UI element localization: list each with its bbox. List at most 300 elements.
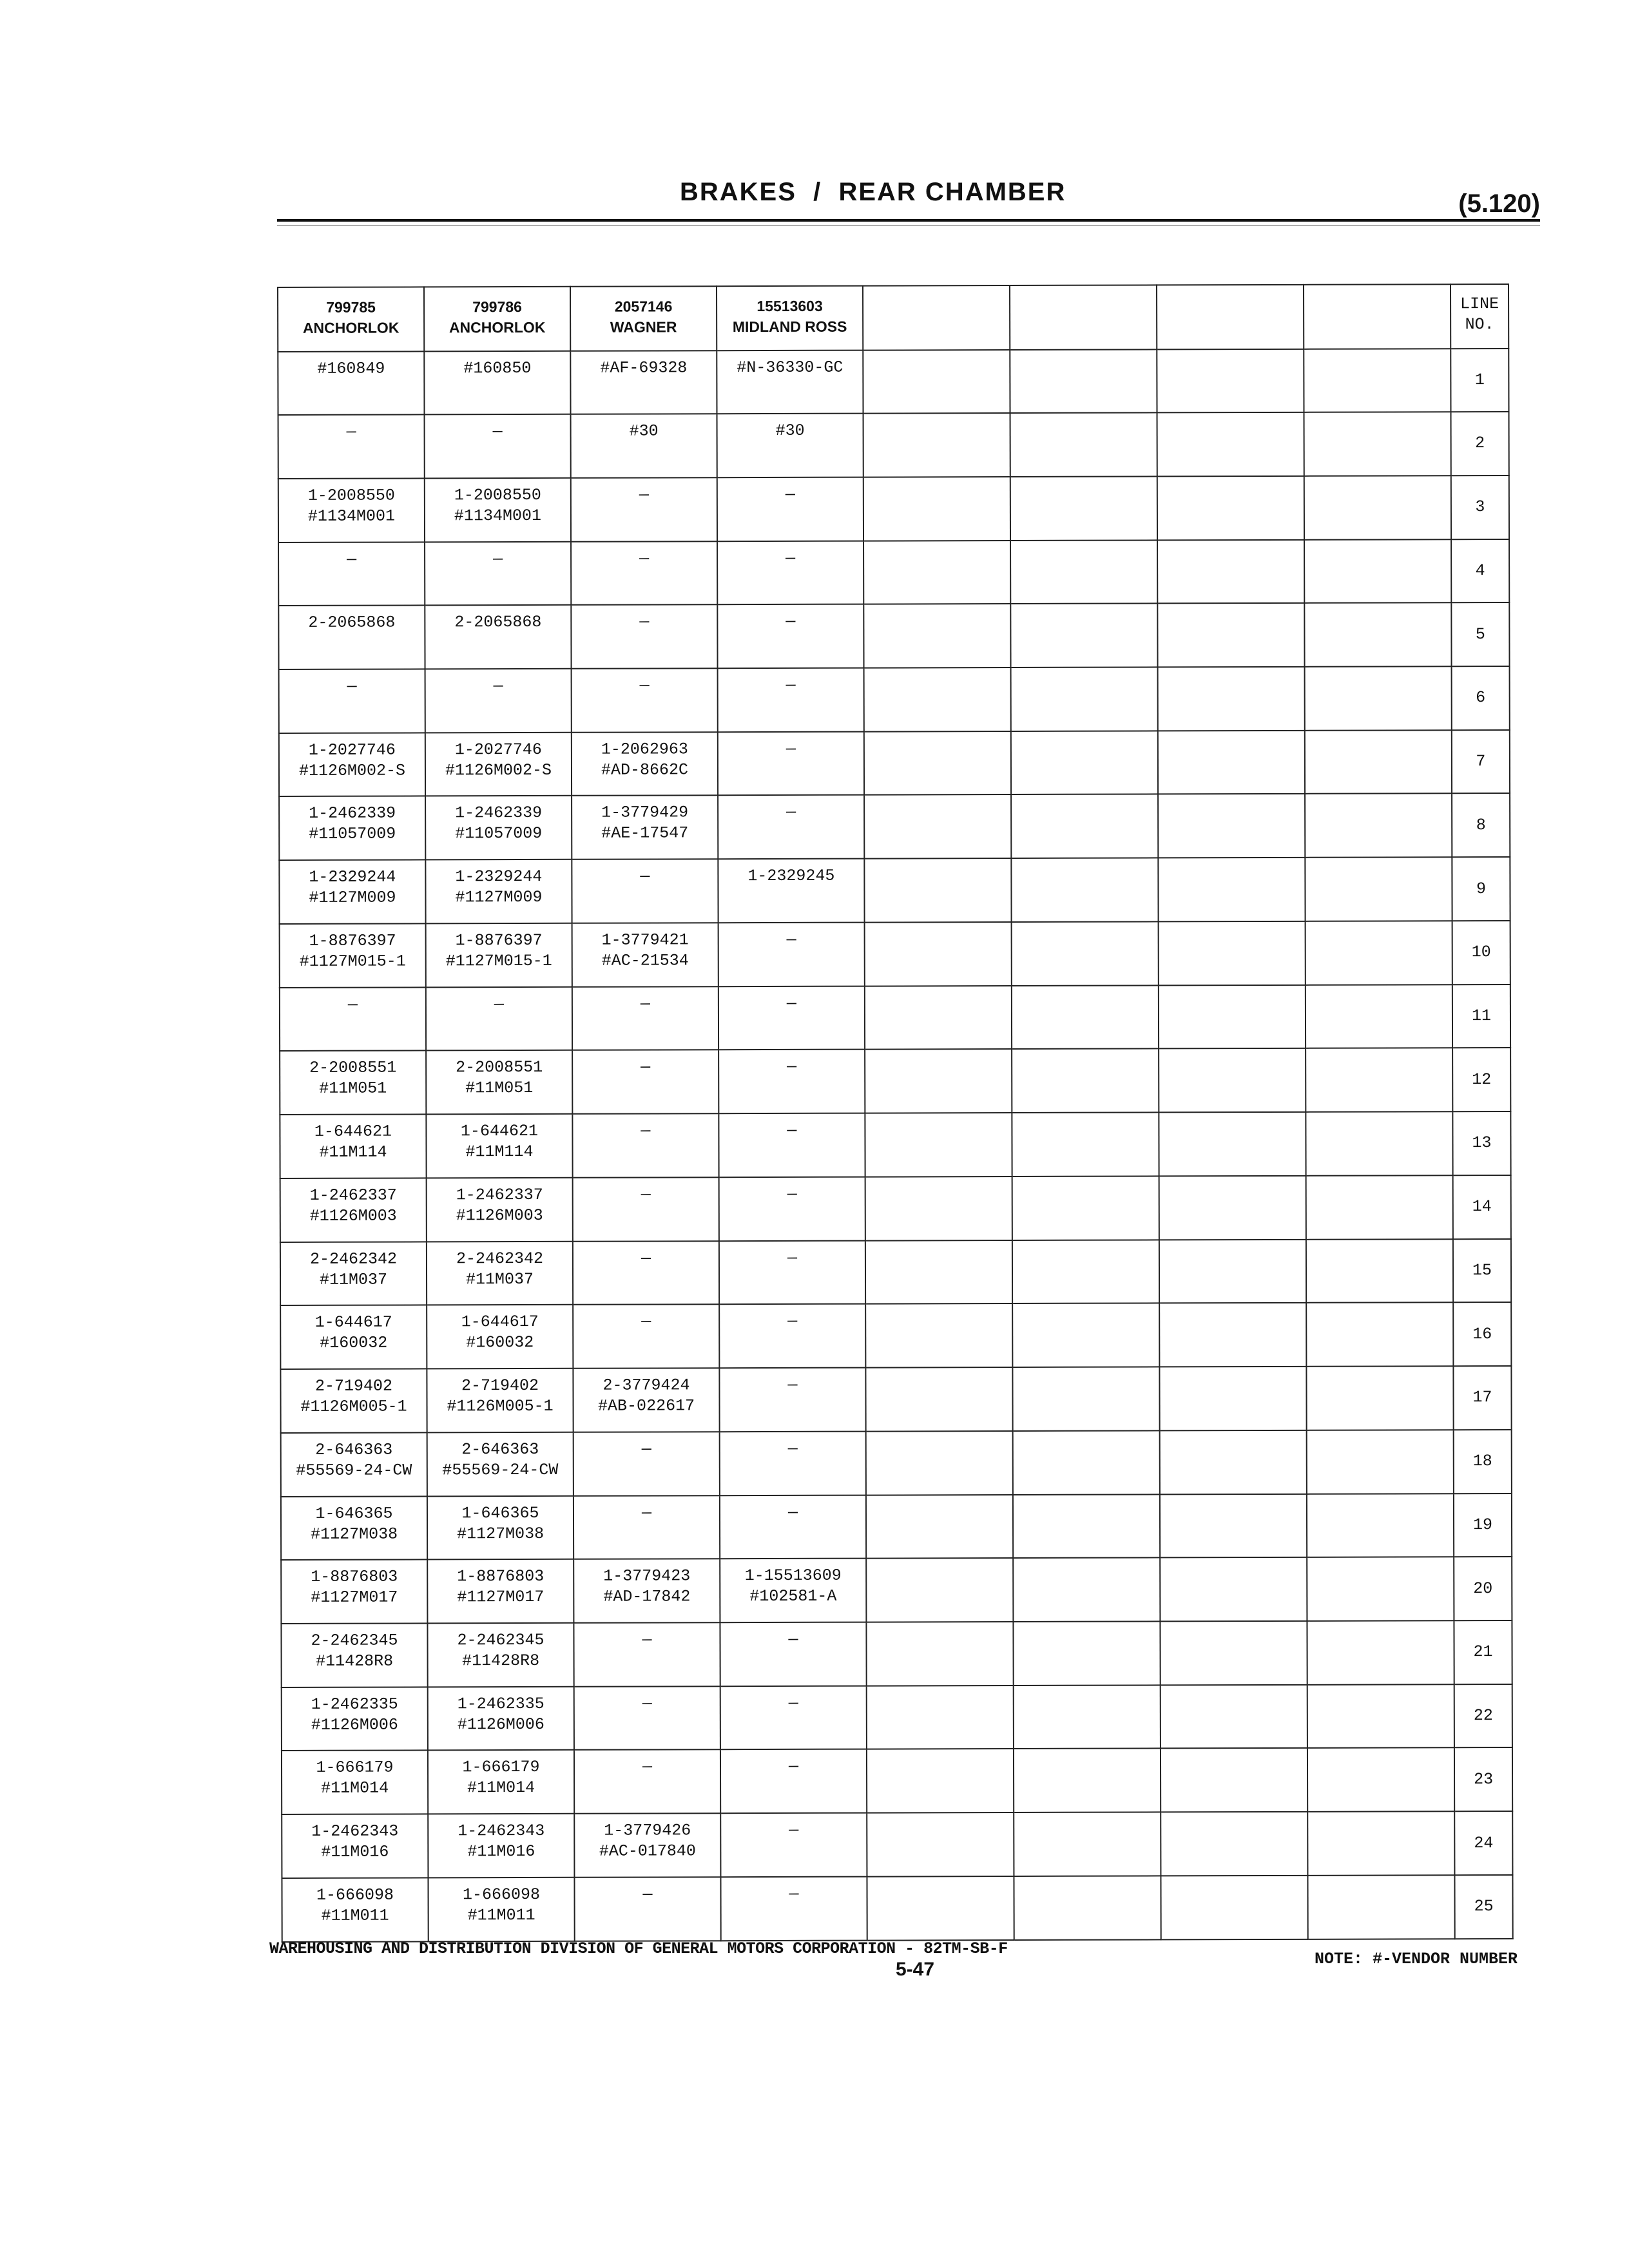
- table-cell: [572, 796, 718, 860]
- cell-text: —: [787, 1503, 798, 1522]
- cell-text: #160032: [320, 1333, 388, 1353]
- table-row: [278, 412, 1509, 479]
- cell-text: 1-644621: [314, 1122, 392, 1141]
- table-cell: [425, 414, 571, 478]
- table-cell: [1010, 412, 1157, 476]
- column-header-4: [717, 286, 863, 351]
- cell-text: 1-8876803: [457, 1567, 545, 1586]
- table-cell: [1304, 349, 1451, 412]
- table-cell: [1157, 539, 1304, 603]
- table-row: [279, 857, 1510, 924]
- table-cell: [719, 1177, 865, 1240]
- table-cell: [864, 858, 1011, 922]
- table-cell: [719, 1240, 865, 1304]
- cell-text: —: [641, 1249, 651, 1268]
- table-cell: [572, 986, 718, 1050]
- cell-text: —: [787, 1121, 797, 1140]
- cell-text: —: [789, 1884, 799, 1903]
- cell-text: #30: [775, 421, 805, 441]
- cell-text: 1-666179: [316, 1758, 394, 1778]
- table-cell: [1011, 794, 1158, 858]
- table-row: [280, 1302, 1511, 1369]
- table-cell: [426, 1050, 572, 1114]
- column-header-2: [424, 287, 570, 352]
- table-cell: [572, 732, 718, 796]
- cell-text: —: [786, 930, 796, 949]
- cell-text: #AF-69328: [600, 358, 688, 378]
- cell-text: —: [787, 1312, 798, 1331]
- cell-text: —: [786, 994, 796, 1013]
- table-cell: [718, 795, 864, 859]
- table-cell: [865, 1367, 1012, 1431]
- table-cell: [718, 731, 864, 795]
- cell-text: 2-719402: [461, 1376, 539, 1396]
- table-cell: [424, 351, 570, 415]
- footer-publisher: WAREHOUSING AND DISTRIBUTION DIVISION OF GENERAL MOTORS CORPORATION - 82TM-SB-F: [269, 1939, 1008, 1958]
- table-cell: [573, 1241, 719, 1305]
- section-number: (5.120): [1458, 189, 1540, 218]
- cell-text: #11M051: [465, 1079, 534, 1098]
- table-cell: [1012, 1113, 1159, 1177]
- cell-text: 2-3779424: [602, 1376, 690, 1395]
- table-cell: [574, 1559, 720, 1622]
- line-number-cell: 15: [1453, 1239, 1511, 1303]
- table-cell: [1159, 1048, 1306, 1112]
- table-row: [278, 539, 1509, 606]
- table-cell: [571, 541, 717, 605]
- line-number-cell: 4: [1451, 539, 1509, 603]
- table-row: [279, 666, 1510, 733]
- cell-text: —: [787, 1057, 797, 1077]
- table-cell: [1010, 604, 1157, 668]
- column-header-7: [1157, 285, 1304, 350]
- line-number-cell: 20: [1454, 1557, 1512, 1620]
- cell-text: 2-2462345: [457, 1630, 545, 1650]
- table-row: [280, 1175, 1511, 1242]
- table-cell: [427, 1305, 573, 1369]
- line-number-header: [1451, 284, 1509, 349]
- table-cell: [1012, 985, 1159, 1049]
- column-vendor-name: [1013, 294, 1153, 295]
- cell-text: 1-2329245: [747, 866, 835, 886]
- cell-text: #AD-8662C: [601, 760, 689, 780]
- table-cell: [1158, 858, 1305, 921]
- cell-text: #11M014: [321, 1779, 389, 1798]
- cell-text: 2-2065868: [454, 613, 542, 632]
- cell-text: #1127M009: [309, 888, 396, 908]
- column-part-number: 799785: [326, 298, 376, 316]
- table-cell: [573, 1305, 719, 1369]
- cell-text: 1-666179: [462, 1758, 540, 1777]
- page-header: [277, 178, 1540, 229]
- cell-text: #11M011: [467, 1905, 535, 1925]
- table-row: [279, 793, 1510, 860]
- cell-text: #1134M001: [454, 506, 541, 526]
- table-cell: [427, 1241, 573, 1305]
- cell-text: —: [642, 1885, 653, 1904]
- cell-text: 2-646363: [461, 1439, 539, 1459]
- column-vendor-name: MIDLAND ROSS: [732, 318, 847, 336]
- cell-text: 2-2008551: [456, 1058, 543, 1077]
- table-cell: [280, 1178, 427, 1242]
- table-cell: [426, 1114, 572, 1178]
- cell-text: 2-2008551: [309, 1058, 397, 1078]
- table-cell: [718, 986, 865, 1050]
- table-cell: [570, 351, 717, 414]
- line-number-cell: 9: [1452, 857, 1510, 921]
- cell-text: #102581-A: [749, 1586, 837, 1606]
- table-cell: [720, 1622, 866, 1686]
- table-cell: [1307, 1684, 1454, 1748]
- cell-text: #1127M015-1: [299, 952, 406, 971]
- cell-text: #AE-17547: [601, 823, 689, 843]
- cell-text: 1-2027746: [308, 740, 396, 760]
- table-cell: [428, 1814, 574, 1878]
- column-vendor-name: ANCHORLOK: [448, 318, 546, 336]
- table-cell: [278, 478, 425, 542]
- column-header-6: [1010, 285, 1157, 350]
- cell-text: 1-646365: [315, 1504, 393, 1523]
- cell-text: 1-2462343: [458, 1821, 545, 1841]
- table-cell: [574, 1877, 720, 1941]
- table-cell: [572, 923, 718, 986]
- cell-text: #1134M001: [307, 506, 395, 526]
- table-cell: [717, 351, 863, 414]
- table-cell: [279, 860, 425, 924]
- table-cell: [425, 860, 572, 923]
- table-row: [281, 1430, 1512, 1497]
- column-part-number: [866, 295, 1007, 296]
- table-cell: [718, 923, 865, 986]
- table-cell: [1305, 794, 1452, 858]
- column-part-number: 2057146: [614, 298, 673, 315]
- cell-text: 1-2062963: [601, 740, 688, 759]
- cell-text: —: [347, 550, 357, 569]
- cell-text: #11M037: [465, 1269, 534, 1289]
- table-cell: [1157, 349, 1304, 413]
- column-vendor-name: WAGNER: [610, 318, 677, 336]
- table-cell: [1013, 1494, 1160, 1558]
- line-number-cell: 6: [1452, 666, 1510, 730]
- table-cell: [1012, 1240, 1159, 1303]
- table-cell: [1014, 1685, 1161, 1749]
- cell-text: #1127M017: [457, 1588, 545, 1607]
- table-cell: [571, 604, 717, 668]
- cell-text: 2-2462345: [311, 1631, 398, 1650]
- cell-text: #N-36330-GC: [737, 358, 843, 378]
- table-cell: [571, 414, 717, 477]
- table-cell: [1157, 603, 1304, 667]
- table-cell: [1014, 1812, 1161, 1876]
- line-number-cell: 10: [1452, 921, 1510, 985]
- cell-text: 1-644617: [461, 1312, 539, 1332]
- line-number-cell: 25: [1454, 1875, 1512, 1939]
- cell-text: #1127M017: [311, 1588, 398, 1608]
- table-cell: [1010, 476, 1157, 540]
- cell-text: —: [639, 485, 649, 505]
- cell-text: 2-646363: [315, 1440, 393, 1459]
- cell-text: —: [642, 1630, 652, 1649]
- line-number-cell: 14: [1453, 1175, 1511, 1239]
- table-cell: [281, 1432, 427, 1496]
- cell-text: #1127M038: [311, 1524, 398, 1544]
- table-cell: [1307, 1557, 1454, 1620]
- table-row: [281, 1494, 1512, 1561]
- table-cell: [280, 1369, 427, 1432]
- table-cell: [863, 350, 1010, 414]
- cell-text: —: [787, 1184, 797, 1204]
- line-number-cell: 24: [1454, 1811, 1512, 1875]
- table-cell: [279, 796, 425, 860]
- table-cell: [1012, 1303, 1159, 1367]
- table-cell: [1158, 667, 1305, 731]
- cell-text: —: [346, 422, 356, 441]
- line-number-cell: 17: [1453, 1366, 1511, 1430]
- cell-text: 1-2462335: [457, 1694, 545, 1714]
- table-cell: [865, 1303, 1012, 1367]
- cell-text: #11M051: [319, 1079, 387, 1099]
- table-cell: [280, 1242, 427, 1305]
- cell-text: —: [788, 1757, 799, 1776]
- table-cell: [282, 1751, 428, 1814]
- column-vendor-name: [1160, 294, 1300, 295]
- cell-text: 1-2008550: [307, 486, 395, 505]
- line-number-cell: 8: [1452, 793, 1510, 857]
- table-cell: [278, 606, 425, 669]
- table-row: [280, 1111, 1510, 1178]
- table-cell: [1160, 1621, 1307, 1685]
- cell-text: #1126M006: [311, 1715, 398, 1735]
- table-cell: [1012, 1176, 1159, 1240]
- table-cell: [865, 986, 1012, 1050]
- table-row: [281, 1620, 1512, 1687]
- cell-text: 2-2462342: [456, 1249, 544, 1268]
- cell-text: #11057009: [309, 824, 396, 844]
- table-cell: [572, 1113, 718, 1177]
- cell-text: 1-3779429: [601, 803, 689, 823]
- table-row: [278, 602, 1509, 669]
- table-cell: [717, 604, 863, 668]
- table-row: [280, 1239, 1511, 1306]
- table-cell: [1014, 1876, 1161, 1940]
- line-number-cell: 3: [1451, 476, 1509, 539]
- cell-text: 1-666098: [316, 1885, 394, 1905]
- table-cell: [865, 1240, 1012, 1304]
- table-cell: [1305, 666, 1452, 730]
- column-vendor-name: [866, 295, 1007, 296]
- table-row: [282, 1875, 1512, 1942]
- table-cell: [717, 477, 863, 541]
- table-cell: [426, 986, 572, 1050]
- cell-text: 1-644617: [314, 1312, 392, 1332]
- cell-text: —: [642, 1757, 653, 1776]
- table-cell: [718, 668, 864, 732]
- cell-text: #1126M003: [456, 1206, 543, 1225]
- table-row: [282, 1684, 1512, 1751]
- table-cell: [717, 414, 863, 477]
- table-cell: [720, 1686, 867, 1749]
- cell-text: —: [641, 1185, 651, 1204]
- table-row: [281, 1557, 1512, 1624]
- cell-text: #1126M005-1: [300, 1397, 407, 1416]
- cell-text: #1126M006: [457, 1715, 545, 1735]
- table-cell: [1161, 1685, 1307, 1749]
- table-cell: [1304, 476, 1451, 539]
- cell-text: 1-2462337: [456, 1185, 543, 1205]
- line-header-text: LINE: [1460, 294, 1499, 314]
- cell-text: 1-666098: [462, 1885, 541, 1905]
- table-cell: [571, 477, 717, 541]
- table-cell: [572, 1050, 718, 1114]
- cell-text: 2-2462342: [309, 1249, 398, 1269]
- table-cell: [1161, 1748, 1307, 1812]
- table-cell: [572, 859, 718, 923]
- cell-text: —: [787, 1248, 797, 1267]
- table-cell: [1306, 985, 1452, 1048]
- table-cell: [574, 1622, 720, 1686]
- table-cell: [1011, 858, 1158, 922]
- cell-text: 1-2008550: [454, 485, 541, 505]
- table-cell: [282, 1878, 428, 1942]
- line-number-cell: 7: [1452, 730, 1510, 794]
- cell-text: #1126M005-1: [447, 1396, 554, 1416]
- cell-text: #160032: [466, 1333, 534, 1352]
- table-cell: [425, 541, 571, 605]
- table-cell: [867, 1812, 1014, 1876]
- cell-text: —: [788, 1629, 798, 1649]
- table-cell: [1012, 1367, 1159, 1430]
- table-cell: [574, 1495, 720, 1559]
- cell-text: 1-15513609: [744, 1566, 842, 1586]
- table-cell: [720, 1813, 867, 1877]
- table-cell: [1307, 1748, 1454, 1812]
- table-cell: [720, 1495, 866, 1559]
- table-cell: [863, 604, 1010, 668]
- cell-text: 1-2462337: [309, 1186, 397, 1205]
- cell-text: —: [639, 676, 650, 695]
- table-cell: [1306, 1175, 1453, 1239]
- cell-text: 1-2462335: [311, 1695, 398, 1714]
- cell-text: 2-2065868: [308, 613, 396, 633]
- cell-text: #AB-022617: [597, 1396, 695, 1416]
- table-cell: [1159, 1112, 1306, 1176]
- cell-text: —: [492, 422, 503, 441]
- table-cell: [865, 1049, 1012, 1113]
- line-number-cell: 1: [1451, 349, 1509, 412]
- page-title: BRAKES / REAR CHAMBER: [680, 178, 1066, 206]
- cell-text: 1-2462339: [455, 803, 543, 823]
- table-cell: [1160, 1557, 1307, 1621]
- table-cell: [864, 794, 1011, 858]
- line-number-cell: 5: [1451, 602, 1509, 666]
- table-cell: [278, 414, 425, 478]
- table-cell: [864, 731, 1011, 795]
- table-cell: [574, 1750, 720, 1814]
- table-cell: [427, 1178, 573, 1242]
- table-cell: [1013, 1558, 1160, 1622]
- cell-text: #160849: [317, 359, 385, 378]
- table-cell: [1158, 794, 1305, 858]
- table-cell: [280, 923, 426, 987]
- table-cell: [425, 478, 571, 542]
- cell-text: —: [785, 485, 795, 504]
- table-cell: [280, 1051, 426, 1115]
- table-cell: [1013, 1621, 1160, 1685]
- table-cell: [1304, 539, 1451, 603]
- cell-text: #AC-21534: [601, 951, 689, 970]
- table-cell: [573, 1177, 719, 1241]
- table-cell: [867, 1749, 1014, 1812]
- column-part-number: 15513603: [757, 297, 823, 315]
- table-row: [280, 985, 1510, 1052]
- cell-text: —: [493, 677, 503, 696]
- footer-vendor-note: NOTE: #-VENDOR NUMBER: [1315, 1950, 1518, 1968]
- parts-table-body: [278, 349, 1512, 1942]
- cell-text: #1126M002-S: [445, 760, 552, 780]
- cell-text: —: [642, 1694, 652, 1713]
- table-cell: [425, 669, 572, 733]
- line-number-cell: 11: [1452, 985, 1510, 1048]
- table-cell: [1307, 1811, 1454, 1875]
- cell-text: —: [641, 1057, 651, 1077]
- table-cell: [1307, 1875, 1454, 1939]
- table-cell: [427, 1495, 574, 1559]
- table-cell: [867, 1686, 1014, 1749]
- table-cell: [1157, 476, 1304, 540]
- cell-text: —: [640, 994, 650, 1014]
- table-cell: [1304, 412, 1451, 476]
- cell-text: 1-646365: [461, 1503, 539, 1523]
- cell-text: —: [786, 675, 796, 695]
- line-number-cell: 16: [1453, 1302, 1511, 1366]
- table-cell: [574, 1432, 720, 1495]
- table-cell: [1159, 1303, 1306, 1367]
- table-cell: [574, 1686, 720, 1750]
- column-part-number: 799786: [472, 298, 522, 316]
- cell-text: #11M114: [465, 1142, 534, 1162]
- table-cell: [281, 1496, 427, 1560]
- table-cell: [428, 1750, 574, 1814]
- table-cell: [864, 668, 1011, 731]
- cell-text: —: [640, 867, 650, 886]
- table-cell: [1305, 730, 1452, 794]
- column-part-number: [1013, 294, 1153, 295]
- table-cell: [280, 1305, 427, 1369]
- cell-text: #55569-24-CW: [296, 1461, 412, 1480]
- cell-text: —: [493, 549, 503, 568]
- table-cell: [278, 542, 425, 606]
- table-cell: [279, 733, 425, 796]
- table-cell: [718, 1050, 865, 1113]
- table-cell: [428, 1878, 574, 1942]
- line-number-cell: 18: [1454, 1430, 1512, 1494]
- cell-text: #11M016: [467, 1842, 535, 1861]
- table-cell: [863, 413, 1010, 477]
- table-cell: [1307, 1620, 1454, 1684]
- cell-text: —: [786, 548, 796, 568]
- cell-text: 1-8876803: [311, 1567, 398, 1587]
- column-header-3: [570, 286, 717, 351]
- table-cell: [280, 1115, 426, 1178]
- line-number-cell: 22: [1454, 1684, 1512, 1748]
- line-number-cell: 19: [1454, 1494, 1512, 1557]
- cell-text: —: [641, 1121, 651, 1140]
- table-cell: [427, 1369, 573, 1432]
- table-cell: [1307, 1430, 1454, 1494]
- table-cell: [866, 1622, 1013, 1686]
- cell-text: #1126M002-S: [298, 761, 406, 780]
- table-row: [280, 921, 1510, 988]
